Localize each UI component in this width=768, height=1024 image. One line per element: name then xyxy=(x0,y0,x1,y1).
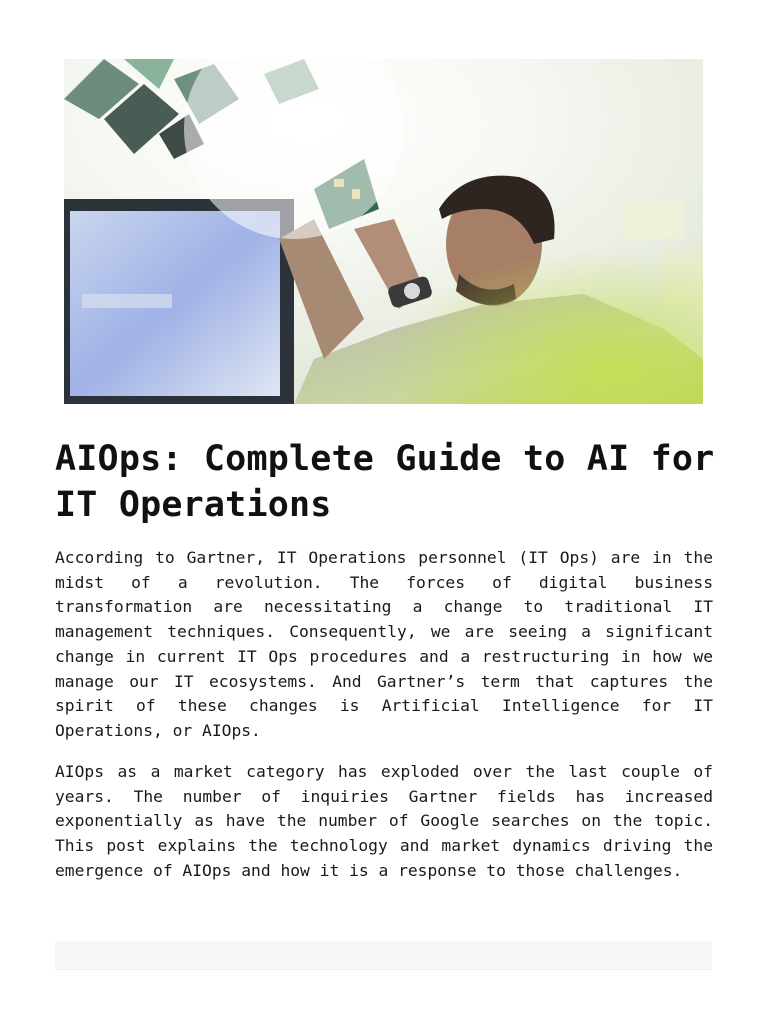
hero-image xyxy=(64,59,703,404)
article-paragraph-1: According to Gartner, IT Operations personnel (IT Ops) are in the midst of a revolution. The forces of digital business transformation are necessitating a change to traditional IT management techniques. Consequently, we are seeing a significant change in current IT Ops procedures and a restructuring in how we manage our IT ecosystems. And Gartner’s term that captures the spirit of these changes is Artificial Intelligence for IT Operations, or AIOps. xyxy=(55,548,713,740)
hero-photo-illustration xyxy=(64,59,703,404)
article-paragraph-2: AIOps as a market category has exploded over the last couple of years. The number of inquiries Gartner fields has increased exponentially as have the number of Google searches on the topic. This post explains the technology and market dynamics driving the emergence of AIOps and how it is a response to those challenges. xyxy=(55,762,713,880)
article-title: AIOps: Complete Guide to AI for IT Operations xyxy=(55,439,715,525)
footer-bar xyxy=(55,941,712,970)
